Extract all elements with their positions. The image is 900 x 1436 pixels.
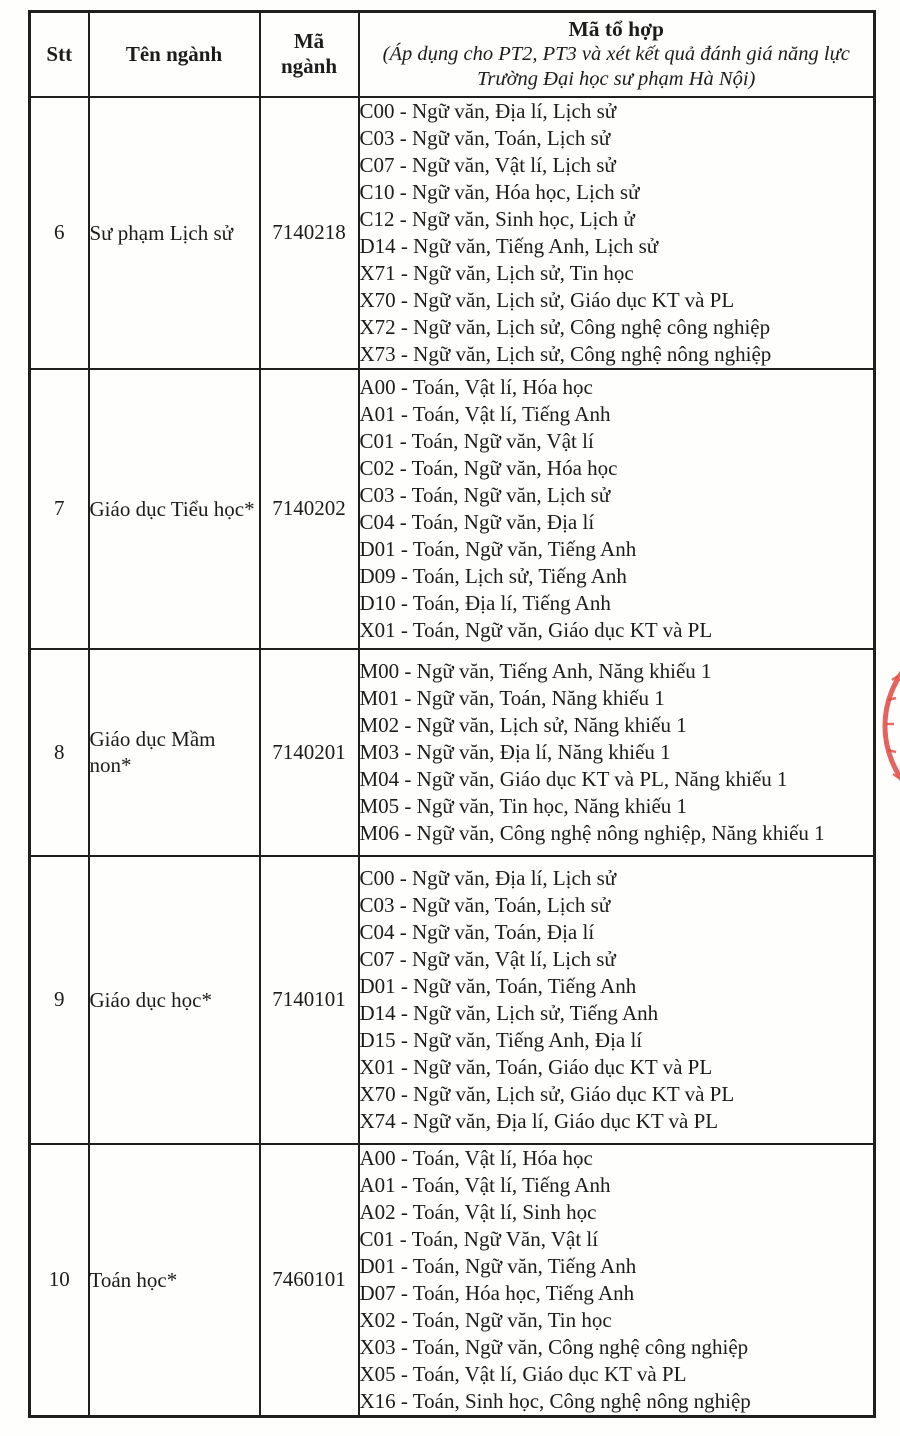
combo-line: M00 - Ngữ văn, Tiếng Anh, Năng khiếu 1 [359,658,712,683]
combo-line: A00 - Toán, Vật lí, Hóa học [359,374,593,399]
header-ma-to-hop [359,12,875,97]
combo-line: C10 - Ngữ văn, Hóa học, Lịch sử [359,179,640,204]
cell-ma-nganh: 7140201 [260,649,359,856]
combo-line: X72 - Ngữ văn, Lịch sử, Công nghệ công nghiệp [359,314,771,339]
combo-line: C04 - Toán, Ngữ văn, Địa lí [359,509,595,534]
cell-ma-nganh: 7140218 [260,97,359,369]
combo-line: C00 - Ngữ văn, Địa lí, Lịch sử [359,865,617,890]
table-row [30,1144,875,1417]
combo-line: D10 - Toán, Địa lí, Tiếng Anh [359,590,611,615]
combo-line: A01 - Toán, Vật lí, Tiếng Anh [359,1172,611,1197]
cell-ten-nganh: Giáo dục Tiểu học* [89,369,260,649]
combo-line: D01 - Toán, Ngữ văn, Tiếng Anh [359,536,637,561]
combo-line: A02 - Toán, Vật lí, Sinh học [359,1199,597,1224]
header-ma-nganh-label: Mã ngành [280,29,338,79]
admissions-table [28,10,876,1418]
combo-line: X73 - Ngữ văn, Lịch sử, Công nghệ nông nghiệp [359,341,772,366]
combo-line: X05 - Toán, Vật lí, Giáo dục KT và PL [359,1361,687,1386]
cell-stt: 6 [30,97,89,369]
table-row [30,97,875,369]
combo-line: X71 - Ngữ văn, Lịch sử, Tin học [359,260,634,285]
combo-line: C12 - Ngữ văn, Sinh học, Lịch ử [359,206,635,231]
combo-line: M06 - Ngữ văn, Công nghệ nông nghiệp, Năng khiếu 1 [359,820,825,845]
combo-line: C01 - Toán, Ngữ văn, Vật lí [359,428,594,453]
combo-line: M01 - Ngữ văn, Toán, Năng khiếu 1 [359,685,665,710]
cell-ma-nganh: 7140202 [260,369,359,649]
combo-line: X16 - Toán, Sinh học, Công nghệ nông nghiệp [359,1388,751,1413]
header-ten-nganh: Tên ngành [89,12,260,97]
cell-ma-nganh: 7460101 [260,1144,359,1417]
cell-stt: 8 [30,649,89,856]
combo-line: D07 - Toán, Hóa học, Tiếng Anh [359,1280,635,1305]
combo-line: M03 - Ngữ văn, Địa lí, Năng khiếu 1 [359,739,671,764]
cell-ten-nganh: Giáo dục học* [89,856,260,1144]
cell-ma-nganh: 7140101 [260,856,359,1144]
combo-line: X01 - Ngữ văn, Toán, Giáo dục KT và PL [359,1054,713,1079]
combo-line: M05 - Ngữ văn, Tin học, Năng khiếu 1 [359,793,688,818]
combo-line: A01 - Toán, Vật lí, Tiếng Anh [359,401,611,426]
combo-line: C07 - Ngữ văn, Vật lí, Lịch sử [359,152,616,177]
combo-line: X03 - Toán, Ngữ văn, Công nghệ công nghiệp [359,1334,749,1359]
combo-line: D01 - Ngữ văn, Toán, Tiếng Anh [359,973,637,998]
combo-line: D14 - Ngữ văn, Lịch sử, Tiếng Anh [359,1000,659,1025]
combo-line: X02 - Toán, Ngữ văn, Tin học [359,1307,612,1332]
combo-line: D14 - Ngữ văn, Tiếng Anh, Lịch sử [359,233,659,258]
combo-line: C01 - Toán, Ngữ Văn, Vật lí [359,1226,599,1251]
table-body [30,97,875,1417]
cell-ma-to-hop [359,649,875,856]
combo-line: X70 - Ngữ văn, Lịch sử, Giáo dục KT và PL [359,1081,735,1106]
table-row [30,369,875,649]
header-ma-nganh [260,12,359,97]
header-row [30,12,875,97]
combo-line: C03 - Ngữ văn, Toán, Lịch sử [359,892,611,917]
cell-ten-nganh: Giáo dục Mầm non* [89,649,260,856]
cell-stt: 7 [30,369,89,649]
cell-ma-to-hop [359,97,875,369]
cell-ten-nganh: Sư phạm Lịch sử [89,97,260,369]
combo-line: C00 - Ngữ văn, Địa lí, Lịch sử [359,98,617,123]
cell-ma-to-hop [359,856,875,1144]
combo-line: C03 - Toán, Ngữ văn, Lịch sử [359,482,611,507]
combo-line: M04 - Ngữ văn, Giáo dục KT và PL, Năng khiếu 1 [359,766,788,791]
combo-line: C02 - Toán, Ngữ văn, Hóa học [359,455,618,480]
combo-line: D09 - Toán, Lịch sử, Tiếng Anh [359,563,627,588]
cell-stt: 10 [30,1144,89,1417]
combo-line: C03 - Ngữ văn, Toán, Lịch sử [359,125,611,150]
combo-line: A00 - Toán, Vật lí, Hóa học [359,1145,593,1170]
cell-ma-to-hop [359,369,875,649]
combo-line: C07 - Ngữ văn, Vật lí, Lịch sử [359,946,616,971]
cell-ten-nganh: Toán học* [89,1144,260,1417]
combo-line: X74 - Ngữ văn, Địa lí, Giáo dục KT và PL [359,1108,719,1133]
combo-line: X70 - Ngữ văn, Lịch sử, Giáo dục KT và PL [359,287,735,312]
combo-line: C04 - Ngữ văn, Toán, Địa lí [359,919,595,944]
table-row [30,649,875,856]
combo-line: D01 - Toán, Ngữ văn, Tiếng Anh [359,1253,637,1278]
combo-line: X01 - Toán, Ngữ văn, Giáo dục KT và PL [359,617,713,642]
header-ma-to-hop-title: Mã tổ hợp [568,16,665,41]
combo-line: M02 - Ngữ văn, Lịch sử, Năng khiếu 1 [359,712,687,737]
table-row [30,856,875,1144]
header-ma-to-hop-subtitle: (Áp dụng cho PT2, PT3 và xét kết quả đánh giá năng lực Trường Đại học sư phạm Hà Nội) [382,42,850,90]
cell-ma-to-hop [359,1144,875,1417]
header-stt: Stt [30,12,89,97]
combo-line: D15 - Ngữ văn, Tiếng Anh, Địa lí [359,1027,643,1052]
cell-stt: 9 [30,856,89,1144]
